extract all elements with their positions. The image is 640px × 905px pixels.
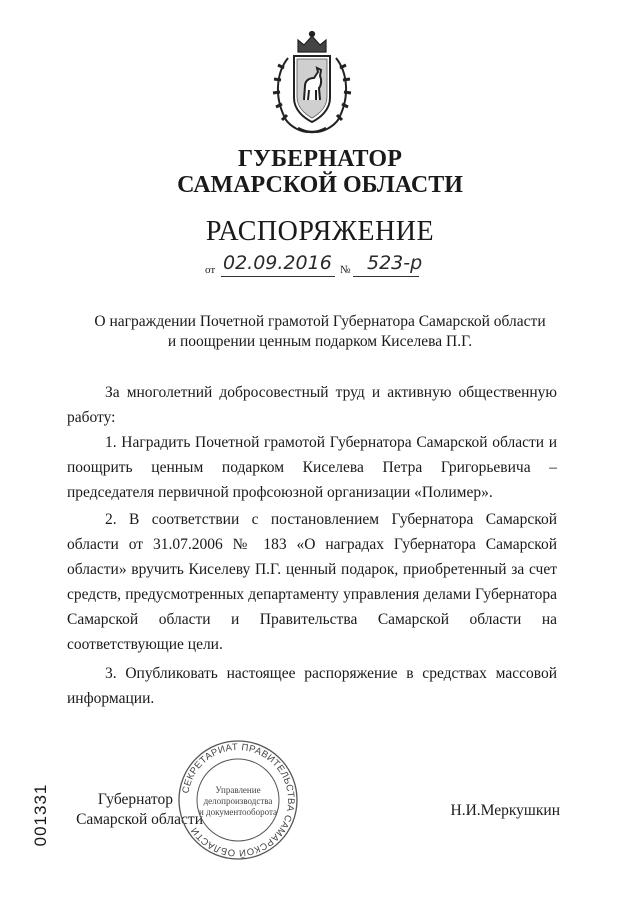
preamble: За многолетний добросовестный труд и активную общественную работу: xyxy=(67,384,557,426)
signatory-name: Н.И.Меркушкин xyxy=(450,802,560,819)
position-line1: Губернатор xyxy=(97,791,173,808)
subject-line2: и поощрении ценным подарком Киселева П.Г. xyxy=(167,333,473,350)
document-type: РАСПОРЯЖЕНИЕ xyxy=(205,216,435,247)
number-prefix: № xyxy=(340,264,351,276)
issuer-title-line2: САМАРСКОЙ ОБЛАСТИ xyxy=(177,172,463,198)
official-stamp xyxy=(176,738,300,862)
document-subject xyxy=(0,312,640,352)
stamp-line2: делопроизводства xyxy=(203,796,273,806)
clause-1: 1. Наградить Почетной грамотой Губернатора Самарской области и поощрить ценным подарком Киселева Петра Григорьевича – председателя первичной профсоюзной организации «Полимер». xyxy=(67,434,557,501)
registration-number: 523-р xyxy=(367,252,423,274)
date-underline xyxy=(221,276,335,277)
side-number-text: 001331 xyxy=(31,783,50,847)
clause-3: 3. Опубликовать настоящее распоряжение в средствах массовой информации. xyxy=(67,665,557,707)
document-body xyxy=(67,380,557,711)
clause-2: 2. В соответствии с постановлением Губернатора Самарской области от 31.07.2006 № 183 «О наградах Губернатора Самарской области» вручить Киселеву П.Г. ценный подарок, приобретенный за счет средств, предусмотренных департаменту управления делами Губернатора Самарской области и Правительства Самарской области на соответствующие цели. xyxy=(67,511,557,653)
subject-line1: О награждении Почетной грамотой Губернатора Самарской области xyxy=(94,313,546,330)
issuer-title-line1: ГУБЕРНАТОР xyxy=(237,146,403,172)
stamp-ring-text: СЕКРЕТАРИАТ ПРАВИТЕЛЬСТВА САМАРСКОЙ ОБЛАСТИ xyxy=(180,741,297,859)
position-line2: Самарской области xyxy=(76,811,203,828)
registration-date: 02.09.2016 xyxy=(223,252,332,274)
coat-of-arms-icon xyxy=(268,28,356,140)
registration-line xyxy=(205,254,465,280)
stamp-line3: и документооборота xyxy=(198,807,278,817)
side-registration-number xyxy=(21,760,61,870)
date-prefix: от xyxy=(205,264,216,276)
number-underline xyxy=(353,276,419,277)
stamp-line1: Управление xyxy=(215,785,261,795)
